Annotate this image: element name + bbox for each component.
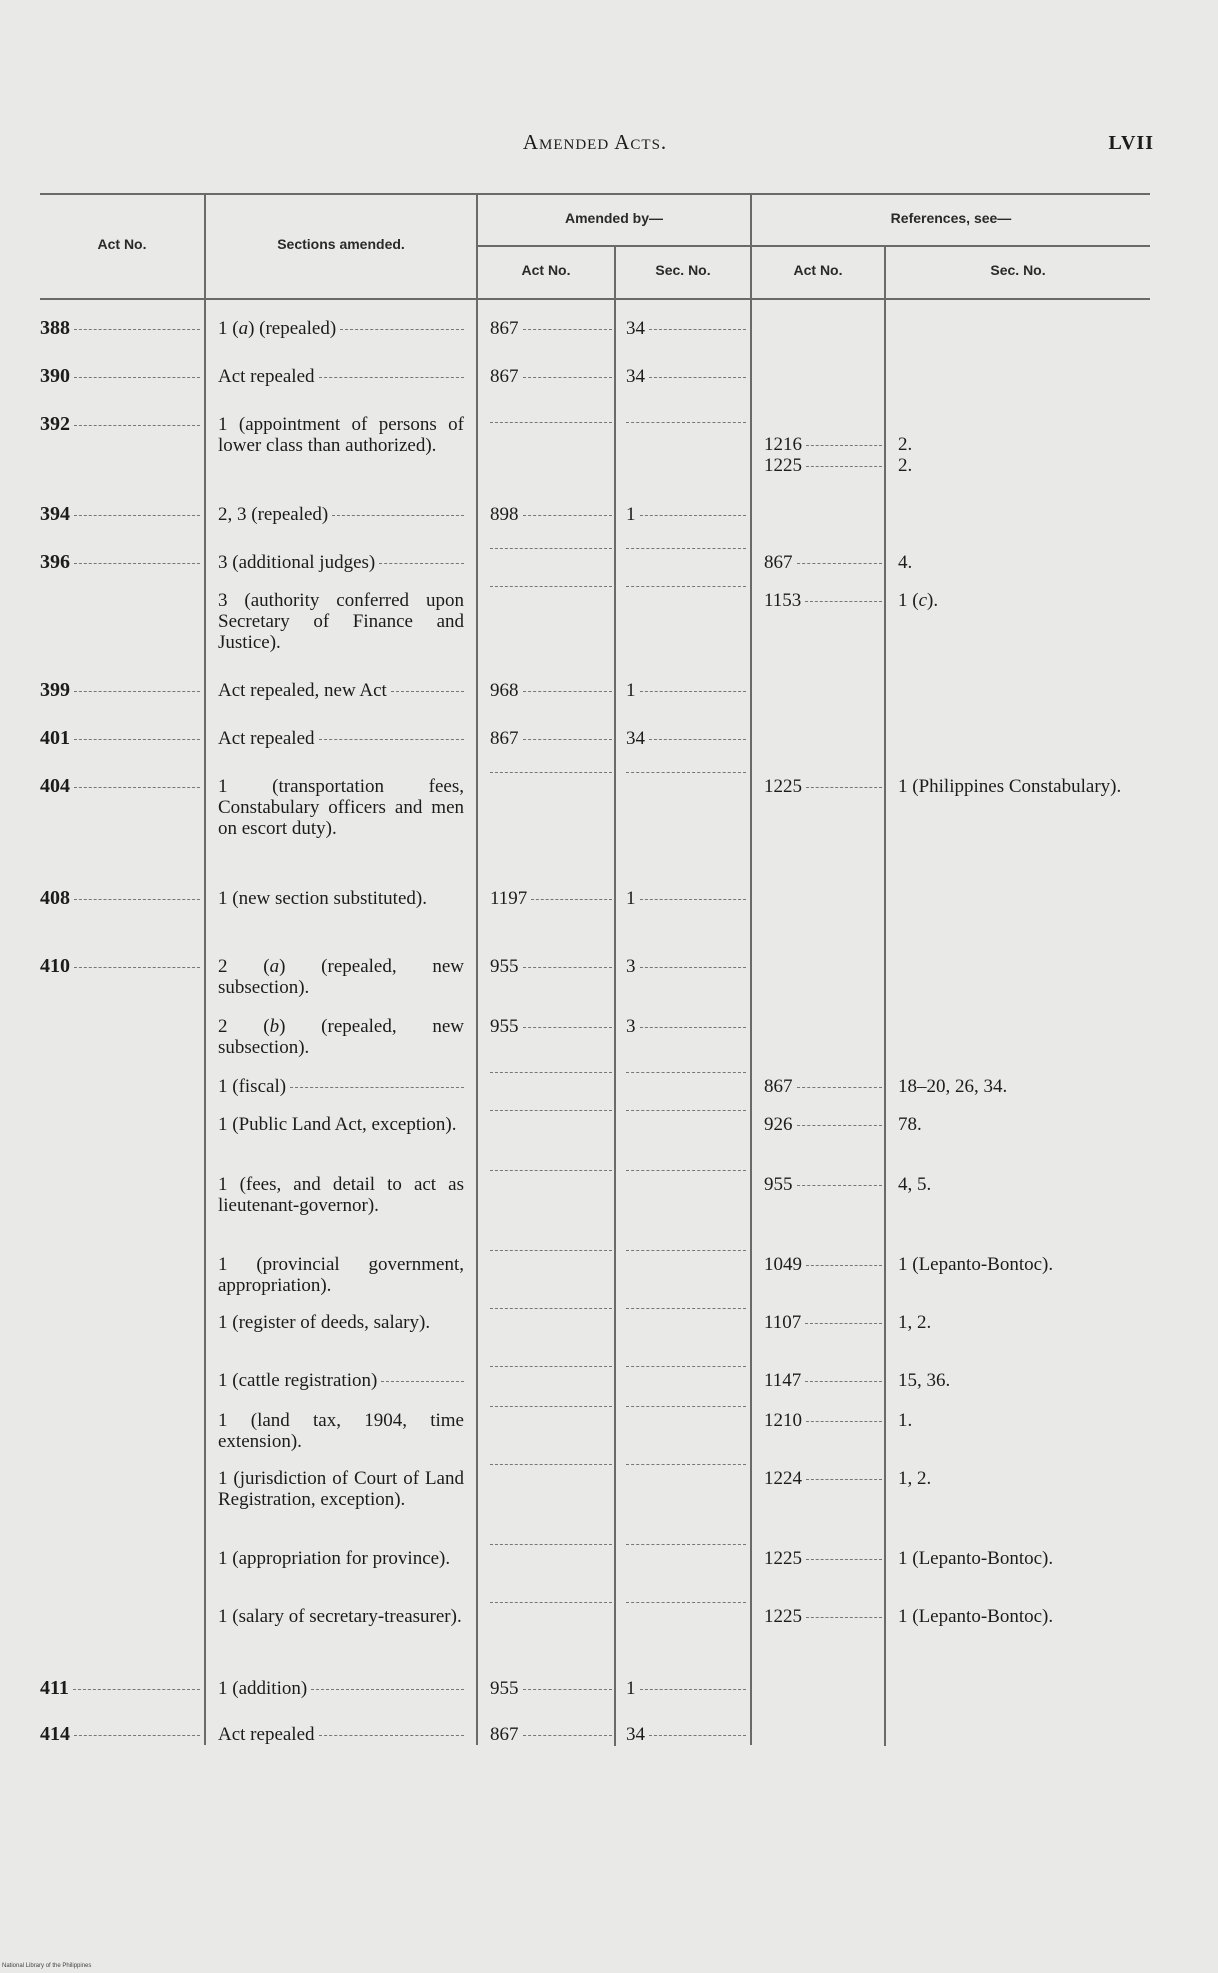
subheader-amended-act-no: Act No. [521,262,571,278]
section-amended: 1 (addition) [218,1678,464,1699]
section-amended: 1 (provincial government, appropriation). [218,1254,464,1296]
section-amended: 1 (land tax, 1904, time extension). [218,1410,464,1452]
amended-act-no [490,1410,612,1411]
amended-sec-no: 1 [626,1678,746,1699]
amended-act-no: 898 [490,504,612,525]
reference-act-no: 1224 [764,1468,882,1489]
reference-act-no: 1107 [764,1312,882,1333]
section-amended: Act repealed [218,1724,464,1745]
amended-act-no: 867 [490,318,612,339]
reference-sec-no: 1 (c). [898,590,939,611]
subheader-ref-act-no: Act No. [793,262,843,278]
reference-act-no: 926 [764,1114,882,1135]
amended-act-no: 968 [490,680,612,701]
reference-act-no: 867 [764,1076,882,1097]
amended-sec-no [626,1548,746,1549]
reference-act-no: 955 [764,1174,882,1195]
amended-sec-no: 34 [626,728,746,749]
reference-act-no: 1216 1225 [764,434,882,476]
page-header [0,130,1218,170]
amended-sec-no [626,1606,746,1607]
amended-sec-no: 3 [626,1016,746,1037]
reference-sec-no: 1 (Philippines Constabulary). [898,776,1122,797]
reference-act-no: 1153 [764,590,882,611]
reference-sec-no: 4, 5. [898,1174,932,1195]
amended-act-no [490,552,612,553]
amended-sec-no: 1 [626,504,746,525]
section-amended: 1 (jurisdiction of Court of Land Registration, exception). [218,1468,464,1510]
section-amended: 1 (salary of secretary-treasurer). [218,1606,462,1627]
amended-sec-no: 34 [626,366,746,387]
section-amended: 2 (b) (repealed, new subsection). [218,1016,465,1058]
amended-sec-no: 1 [626,680,746,701]
section-amended: 1 (appropriation for province). [218,1548,451,1569]
amended-sec-no [626,1174,746,1175]
act-number: 411 [40,1678,200,1699]
section-amended: 1 (cattle registration) [218,1370,464,1391]
section-amended: 1 (fees, and detail to act as lieutenant-governor). [218,1174,464,1216]
section-amended: 1 (register of deeds, salary). [218,1312,431,1333]
amended-sec-no [626,1312,746,1313]
col-divider-2 [476,195,478,1745]
col-divider-1 [204,195,206,1745]
reference-sec-no: 78. [898,1114,922,1135]
reference-sec-no: 1 (Lepanto-Bontoc). [898,1606,1054,1627]
amended-sec-no: 34 [626,1724,746,1745]
section-amended: 1 (a) (repealed) [218,318,464,339]
amended-act-no: 955 [490,1016,612,1037]
amended-act-no [490,1254,612,1255]
amended-act-no [490,426,612,427]
reference-sec-no: 18–20, 26, 34. [898,1076,1008,1097]
section-amended: 1 (new section substituted). [218,888,427,909]
reference-act-no: 1225 [764,1606,882,1627]
section-amended: 1 (transportation fees, Constabulary officers and men on escort duty). [218,776,464,839]
col-divider-5 [884,246,886,1746]
reference-sec-no: 1, 2. [898,1468,932,1489]
subheader-amended-sec-no: Sec. No. [655,262,711,278]
header-act-no: Act No. [97,236,147,252]
amended-act-no: 955 [490,956,612,977]
page-title: Amended Acts. [522,130,668,154]
amended-act-no: 867 [490,728,612,749]
section-amended: 2 (a) (repealed, new subsection). [218,956,465,998]
section-amended: 1 (Public Land Act, exception). [218,1114,457,1135]
col-divider-3 [614,246,616,1746]
section-amended: 3 (authority conferred upon Secretary of Finance and Justice). [218,590,464,653]
reference-sec-no: 4. [898,552,913,573]
act-number: 399 [40,680,200,701]
act-number: 390 [40,366,200,387]
amended-act-no [490,1548,612,1549]
header-references: References, see— [890,210,1012,226]
amended-sec-no: 34 [626,318,746,339]
act-number: 388 [40,318,200,339]
section-amended: 3 (additional judges) [218,552,464,573]
amended-act-no [490,590,612,591]
amended-act-no [490,776,612,777]
reference-act-no: 1225 [764,1548,882,1569]
amended-act-no: 867 [490,1724,612,1745]
section-amended: 2, 3 (repealed) [218,504,464,525]
scan-credit: National Library of the Philippines [2,1963,92,1969]
amended-sec-no [626,426,746,427]
act-number: 408 [40,888,200,909]
reference-sec-no: 2. 2. [898,434,913,476]
amended-sec-no [626,1370,746,1371]
section-amended: 1 (appointment of persons of lower class than authorized). [218,414,464,456]
amended-act-no [490,1174,612,1175]
amended-act-no [490,1370,612,1371]
reference-sec-no: 1 (Lepanto-Bontoc). [898,1254,1054,1275]
section-amended: Act repealed [218,366,464,387]
amended-sec-no [626,1076,746,1077]
act-number: 392 [40,414,200,435]
amended-sec-no [626,590,746,591]
subheader-rule [476,245,1150,247]
section-amended: 1 (fiscal) [218,1076,464,1097]
amended-sec-no [626,1410,746,1411]
subheader-ref-sec-no: Sec. No. [990,262,1046,278]
reference-act-no: 1147 [764,1370,882,1391]
amended-sec-no [626,1254,746,1255]
amended-act-no: 955 [490,1678,612,1699]
amended-sec-no [626,776,746,777]
amended-act-no [490,1606,612,1607]
amended-sec-no [626,1114,746,1115]
header-sections-amended: Sections amended. [277,236,405,252]
reference-sec-no: 1, 2. [898,1312,932,1333]
section-amended: Act repealed, new Act [218,680,464,701]
act-number: 401 [40,728,200,749]
reference-sec-no: 1 (Lepanto-Bontoc). [898,1548,1054,1569]
reference-sec-no: 15, 36. [898,1370,951,1391]
reference-act-no: 1225 [764,776,882,797]
amended-act-no [490,1076,612,1077]
amended-sec-no [626,1468,746,1469]
amended-act-no [490,1114,612,1115]
amended-sec-no [626,552,746,553]
header-amended-by: Amended by— [564,210,663,226]
amended-act-no: 1197 [490,888,612,909]
section-amended: Act repealed [218,728,464,749]
reference-act-no: 867 [764,552,882,573]
amended-act-no: 867 [490,366,612,387]
table-header-bottom-rule [40,298,1150,300]
amended-act-no [490,1312,612,1313]
reference-act-no: 1210 [764,1410,882,1431]
act-number: 414 [40,1724,200,1745]
table-top-rule [40,193,1150,195]
amended-sec-no: 1 [626,888,746,909]
act-number: 396 [40,552,200,573]
act-number: 394 [40,504,200,525]
amended-act-no [490,1468,612,1469]
reference-act-no: 1049 [764,1254,882,1275]
col-divider-4 [750,195,752,1745]
reference-sec-no: 1. [898,1410,913,1431]
act-number: 404 [40,776,200,797]
amended-sec-no: 3 [626,956,746,977]
act-number: 410 [40,956,200,977]
page-number: LVII [1108,132,1154,154]
